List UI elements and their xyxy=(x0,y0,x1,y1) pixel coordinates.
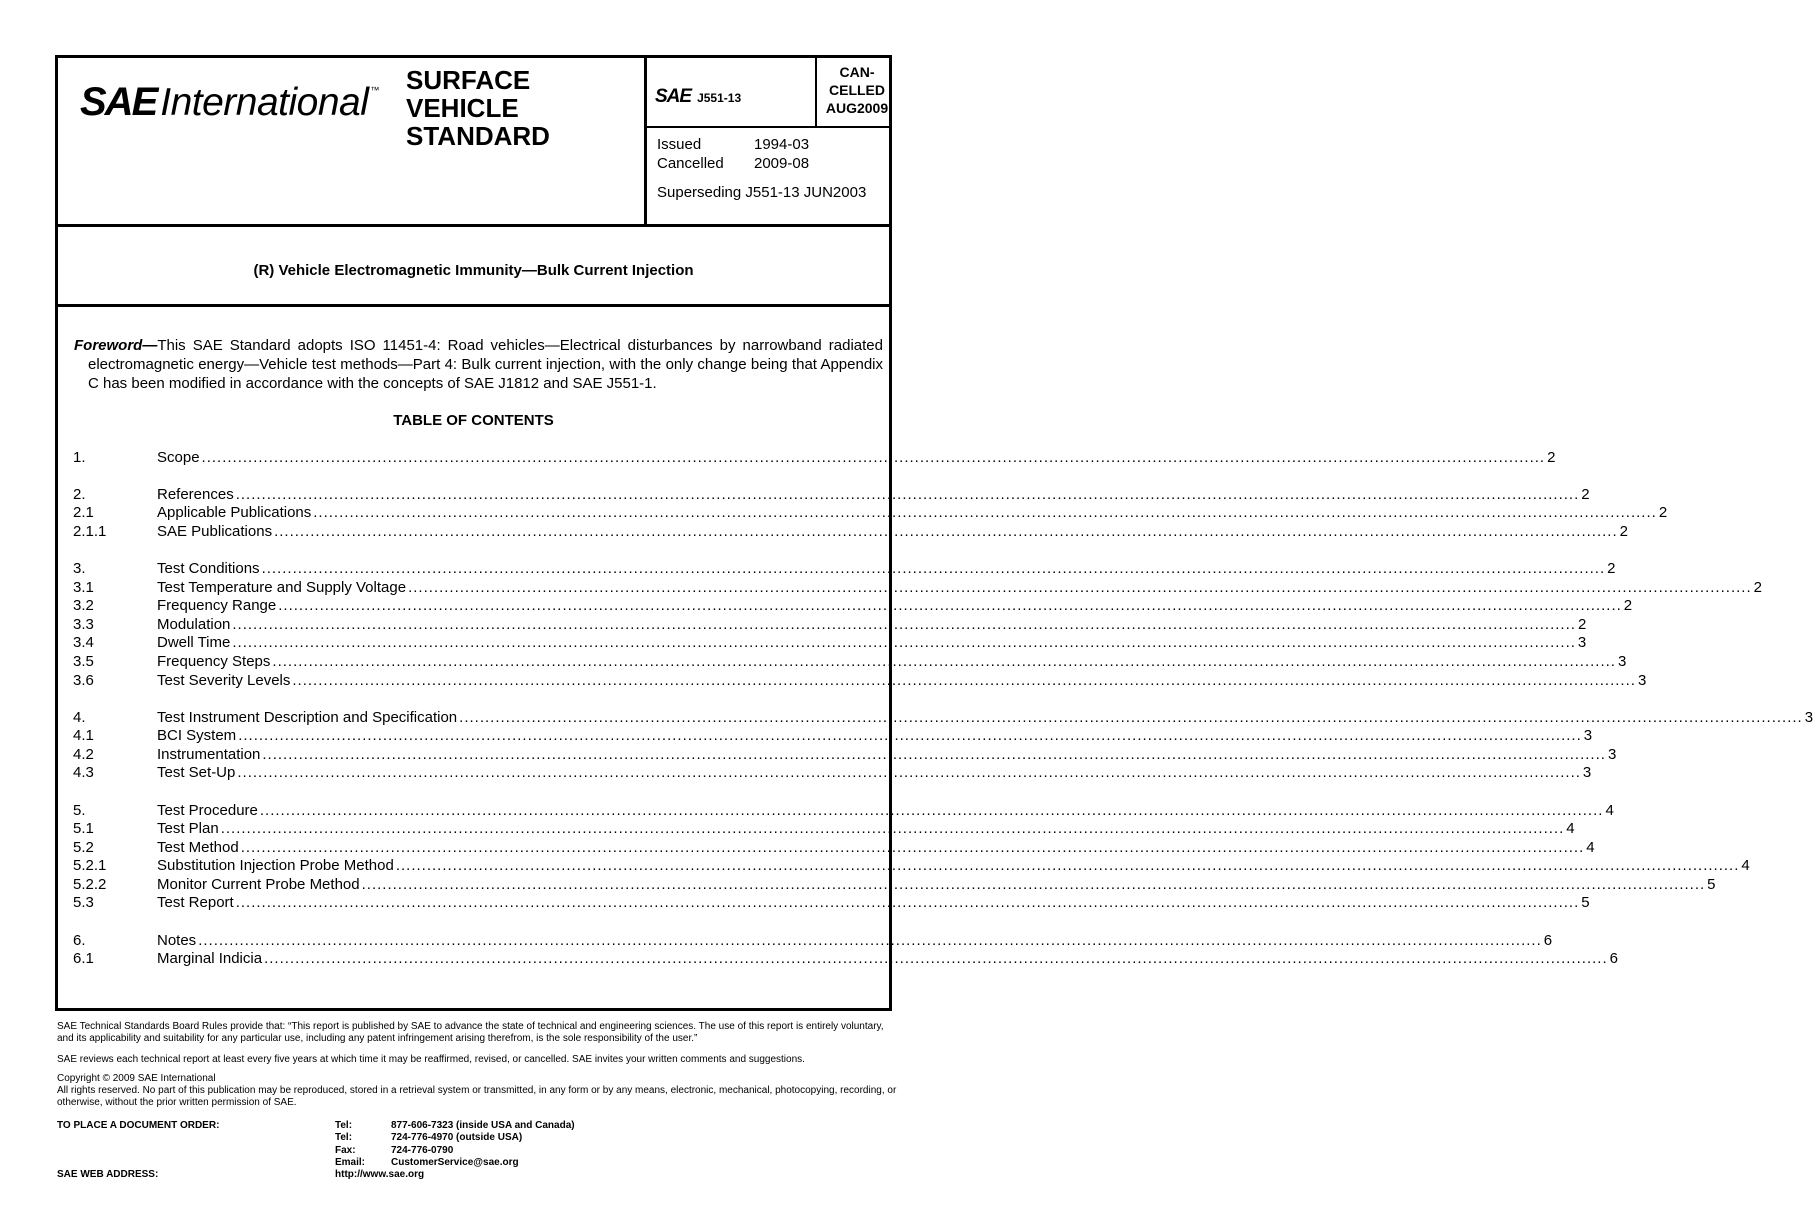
status-line: AUG2009 xyxy=(825,100,889,116)
toc-entry-title: Frequency Steps xyxy=(157,652,271,670)
review-text: SAE reviews each technical report at least every five years at which time it may be reaffirmed, revised, or cancelled. SAE invites your written comments and suggestions. xyxy=(57,1054,805,1065)
toc-entry-number: 5.2.2 xyxy=(73,875,107,893)
toc-entry-title: Test Report xyxy=(157,894,234,912)
toc-entry-number: 2.1 xyxy=(73,504,94,522)
status-line: CAN- xyxy=(839,64,875,80)
toc-entry xyxy=(73,931,1553,950)
toc-leader-dots: .................................................................................................................................................................................................................................................................... xyxy=(240,838,1585,856)
toc-leader-dots: .................................................................................................................................................................................................................................................................... xyxy=(198,931,1542,949)
doc-number: J551-13 xyxy=(697,91,742,105)
toc-entry xyxy=(73,559,1616,578)
toc-leader-dots: .................................................................................................................................................................................................................................................................... xyxy=(201,448,1546,466)
toc-entry-page: 4 xyxy=(1605,801,1614,819)
contact-value[interactable]: 724-776-0790 xyxy=(391,1144,454,1156)
cancelled-value: 2009-08 xyxy=(754,155,810,172)
toc-entry-page: 6 xyxy=(1543,931,1553,949)
toc-entry-title: Frequency Range xyxy=(157,597,277,615)
toc-entry-page: 2 xyxy=(1753,578,1762,596)
contact-row xyxy=(335,1157,575,1169)
toc-entry xyxy=(73,652,1627,671)
title-bottom-rule xyxy=(58,304,889,307)
contact-value[interactable]: 877-606-7323 (inside USA and Canada) xyxy=(391,1120,575,1131)
toc-leader-dots: .................................................................................................................................................................................................................................................................... xyxy=(361,875,1706,893)
toc-leader-dots: .................................................................................................................................................................................................................................................................... xyxy=(237,764,1581,782)
toc-entry-number: 2. xyxy=(73,485,86,503)
toc-entry-number: 5.2 xyxy=(73,838,94,856)
order-label: TO PLACE A DOCUMENT ORDER: xyxy=(57,1120,220,1131)
toc-entry-number: 5.3 xyxy=(73,894,94,912)
contact-key: Tel: xyxy=(335,1120,353,1131)
toc-entry-number: 5.1 xyxy=(73,820,94,838)
toc-entry-page: 2 xyxy=(1577,615,1587,633)
toc-entry xyxy=(73,522,1628,541)
contact-value[interactable]: 724-776-4970 (outside USA) xyxy=(391,1132,523,1144)
toc-entry-number: 3. xyxy=(73,559,86,577)
toc-entry xyxy=(73,504,1668,523)
web-address-link[interactable]: http://www.sae.org xyxy=(335,1169,425,1181)
toc-entry-number: 3.5 xyxy=(73,652,94,670)
toc-entry-page: 2 xyxy=(1623,597,1633,615)
superseding-text: Superseding J551-13 JUN2003 xyxy=(657,184,867,201)
toc-entry xyxy=(73,671,1647,690)
header-left xyxy=(58,58,644,224)
logo-sae-text: SAE xyxy=(80,80,157,124)
toc-title: TABLE OF CONTENTS xyxy=(393,412,554,429)
toc-leader-dots: .................................................................................................................................................................................................................................................................... xyxy=(278,597,1622,615)
small-sae-logo: SAE xyxy=(655,86,692,107)
toc-entry-title: Test Temperature and Supply Voltage xyxy=(157,578,407,596)
contact-list xyxy=(335,1120,575,1181)
doc-dates xyxy=(657,135,866,202)
contact-row xyxy=(335,1145,575,1157)
doc-box-divider xyxy=(647,126,889,128)
toc-entry xyxy=(73,597,1633,616)
header-bottom-rule xyxy=(58,224,889,227)
toc-entry-title: Test Severity Levels xyxy=(157,671,291,689)
contact-value[interactable]: CustomerService@sae.org xyxy=(391,1156,519,1168)
contact-key: Fax: xyxy=(335,1144,356,1156)
toc-entry xyxy=(73,578,1762,597)
logo-international-text: International xyxy=(160,81,369,124)
toc-entry-title: Test Plan xyxy=(157,820,219,838)
toc-leader-dots: .................................................................................................................................................................................................................................................................... xyxy=(262,745,1606,763)
toc-entry-page: 5 xyxy=(1707,875,1716,893)
toc-entry xyxy=(73,727,1593,746)
toc-entry-page: 3 xyxy=(1583,727,1593,745)
toc-entry-number: 3.3 xyxy=(73,615,94,633)
toc-leader-dots: .................................................................................................................................................................................................................................................................... xyxy=(238,727,1582,745)
toc-entry-title: Test Set-Up xyxy=(157,764,236,782)
standard-type xyxy=(406,66,550,150)
toc-entry-page: 2 xyxy=(1619,522,1628,540)
toc-entry-title: Monitor Current Probe Method xyxy=(157,875,360,893)
toc-entry xyxy=(73,894,1590,913)
toc-entry xyxy=(73,764,1592,783)
status-line: CELLED xyxy=(829,82,885,98)
document-frame xyxy=(55,55,1813,1011)
toc-entry-page: 2 xyxy=(1581,485,1590,503)
standard-type-line: VEHICLE xyxy=(406,93,519,123)
web-label: SAE WEB ADDRESS: xyxy=(57,1169,159,1180)
toc-leader-dots: .................................................................................................................................................................................................................................................................... xyxy=(232,615,1576,633)
foreword-text: This SAE Standard adopts ISO 11451-4: Road vehicles—Electrical disturbances by narrowband radiated electromagnetic energy—Vehicle test methods—Part 4: Bulk current injection, with the only change being that Appendix C has been modified in accordance with the concepts of SAE J1812 and SAE J551-1. xyxy=(88,337,883,392)
toc-leader-dots: .................................................................................................................................................................................................................................................................... xyxy=(459,708,1803,726)
toc-entry-number: 2.1.1 xyxy=(73,522,107,540)
toc-entry-number: 3.1 xyxy=(73,578,94,596)
toc-leader-dots: .................................................................................................................................................................................................................................................................... xyxy=(259,801,1604,819)
toc-entry-number: 5.2.1 xyxy=(73,857,107,875)
toc-leader-dots: .................................................................................................................................................................................................................................................................... xyxy=(232,634,1576,652)
toc-entry xyxy=(73,485,1590,504)
cancelled-row xyxy=(657,154,866,173)
toc-leader-dots: .................................................................................................................................................................................................................................................................... xyxy=(235,485,1580,503)
toc-entry-page: 3 xyxy=(1582,764,1592,782)
toc-entry xyxy=(73,820,1575,839)
board-rules-text: SAE Technical Standards Board Rules provide that: “This report is published by SAE to advance the state of technical and engineering sciences. The use of this report is entirely voluntary, and its applicability and suitability for any particular use, including any patent infringement arising therefrom, is the sole responsibility of the user.” xyxy=(57,1021,884,1045)
toc-entry-page: 3 xyxy=(1617,652,1627,670)
toc-entry-title: References xyxy=(157,485,234,503)
status-badge xyxy=(817,63,897,117)
toc-leader-dots: .................................................................................................................................................................................................................................................................... xyxy=(274,522,1618,540)
toc-leader-dots: .................................................................................................................................................................................................................................................................... xyxy=(261,559,1606,577)
toc-entry-number: 4. xyxy=(73,708,86,726)
toc-entry-page: 2 xyxy=(1658,504,1668,522)
toc-entry xyxy=(73,615,1587,634)
toc-entry-title: Test Instrument Description and Specification xyxy=(157,708,458,726)
toc-entry-page: 5 xyxy=(1581,894,1590,912)
toc-entry-title: Scope xyxy=(157,448,200,466)
toc-entry-number: 6.1 xyxy=(73,950,94,968)
toc-entry xyxy=(73,745,1617,764)
toc-entry-page: 4 xyxy=(1741,857,1750,875)
toc-entry xyxy=(73,634,1587,653)
toc-entry xyxy=(73,801,1614,820)
toc-entry-number: 3.2 xyxy=(73,597,94,615)
issued-value: 1994-03 xyxy=(754,136,810,153)
toc-entry-title: Applicable Publications xyxy=(157,504,312,522)
toc-entry xyxy=(73,838,1595,857)
document-title: (R) Vehicle Electromagnetic Immunity—Bulk Current Injection xyxy=(253,262,694,279)
toc-entry-page: 3 xyxy=(1804,708,1813,726)
issued-label: Issued xyxy=(657,136,702,153)
toc-leader-dots: .................................................................................................................................................................................................................................................................... xyxy=(408,578,1752,596)
toc-entry xyxy=(73,708,1813,727)
sae-international-logo xyxy=(80,80,379,125)
toc-entry-page: 2 xyxy=(1607,559,1616,577)
table-of-contents xyxy=(73,448,1813,968)
contact-row xyxy=(335,1132,575,1144)
toc-entry-page: 3 xyxy=(1607,745,1617,763)
toc-entry-number: 3.6 xyxy=(73,671,94,689)
contact-key: Email: xyxy=(335,1156,366,1168)
toc-entry-page: 4 xyxy=(1586,838,1595,856)
toc-leader-dots: .................................................................................................................................................................................................................................................................... xyxy=(272,652,1616,670)
toc-entry-page: 3 xyxy=(1577,634,1587,652)
toc-entry-title: Marginal Indicia xyxy=(157,950,263,968)
foreword xyxy=(74,336,883,393)
toc-entry-number: 4.2 xyxy=(73,745,94,763)
toc-leader-dots: .................................................................................................................................................................................................................................................................... xyxy=(313,504,1657,522)
issued-row xyxy=(657,135,866,154)
foreword-label: Foreword— xyxy=(74,337,158,354)
standard-type-line: SURFACE xyxy=(406,65,531,95)
toc-entry-page: 2 xyxy=(1547,448,1556,466)
toc-leader-dots: .................................................................................................................................................................................................................................................................... xyxy=(395,857,1740,875)
toc-entry-title: Substitution Injection Probe Method xyxy=(157,857,394,875)
toc-entry-title: Test Method xyxy=(157,838,239,856)
toc-entry xyxy=(73,857,1750,876)
toc-entry-title: Test Procedure xyxy=(157,801,258,819)
logo-trademark: ™ xyxy=(370,85,380,95)
toc-entry xyxy=(73,448,1556,467)
toc-entry xyxy=(73,875,1716,894)
toc-leader-dots: .................................................................................................................................................................................................................................................................... xyxy=(292,671,1636,689)
contact-row xyxy=(335,1120,575,1132)
rights-text: All rights reserved. No part of this publication may be reproduced, stored in a retrieval system or transmitted, in any form or by any means, electronic, mechanical, photocopying, recording, or otherwise, without the prior written permission of SAE. xyxy=(57,1085,897,1109)
toc-entry-title: Modulation xyxy=(157,615,231,633)
toc-leader-dots: .................................................................................................................................................................................................................................................................... xyxy=(235,894,1580,912)
toc-entry-title: SAE Publications xyxy=(157,522,273,540)
toc-entry-page: 3 xyxy=(1637,671,1647,689)
toc-leader-dots: .................................................................................................................................................................................................................................................................... xyxy=(220,820,1565,838)
standard-type-line: STANDARD xyxy=(406,121,550,151)
toc-entry-number: 5. xyxy=(73,801,86,819)
cancelled-label: Cancelled xyxy=(657,155,724,172)
toc-entry-title: Instrumentation xyxy=(157,745,261,763)
doc-info-box xyxy=(647,58,889,224)
toc-entry-number: 3.4 xyxy=(73,634,94,652)
toc-entry-title: BCI System xyxy=(157,727,237,745)
toc-entry-number: 6. xyxy=(73,931,86,949)
toc-entry xyxy=(73,950,1618,969)
toc-entry-page: 6 xyxy=(1609,950,1618,968)
copyright-text: Copyright © 2009 SAE International xyxy=(57,1073,216,1084)
contact-key: Tel: xyxy=(335,1132,353,1144)
toc-entry-title: Dwell Time xyxy=(157,634,231,652)
doc-number-block xyxy=(655,86,741,108)
toc-entry-number: 4.3 xyxy=(73,764,94,782)
toc-entry-number: 4.1 xyxy=(73,727,94,745)
toc-entry-title: Test Conditions xyxy=(157,559,260,577)
toc-entry-number: 1. xyxy=(73,448,86,466)
toc-entry-page: 4 xyxy=(1566,820,1575,838)
toc-leader-dots: .................................................................................................................................................................................................................................................................... xyxy=(264,950,1608,968)
toc-entry-title: Notes xyxy=(157,931,197,949)
